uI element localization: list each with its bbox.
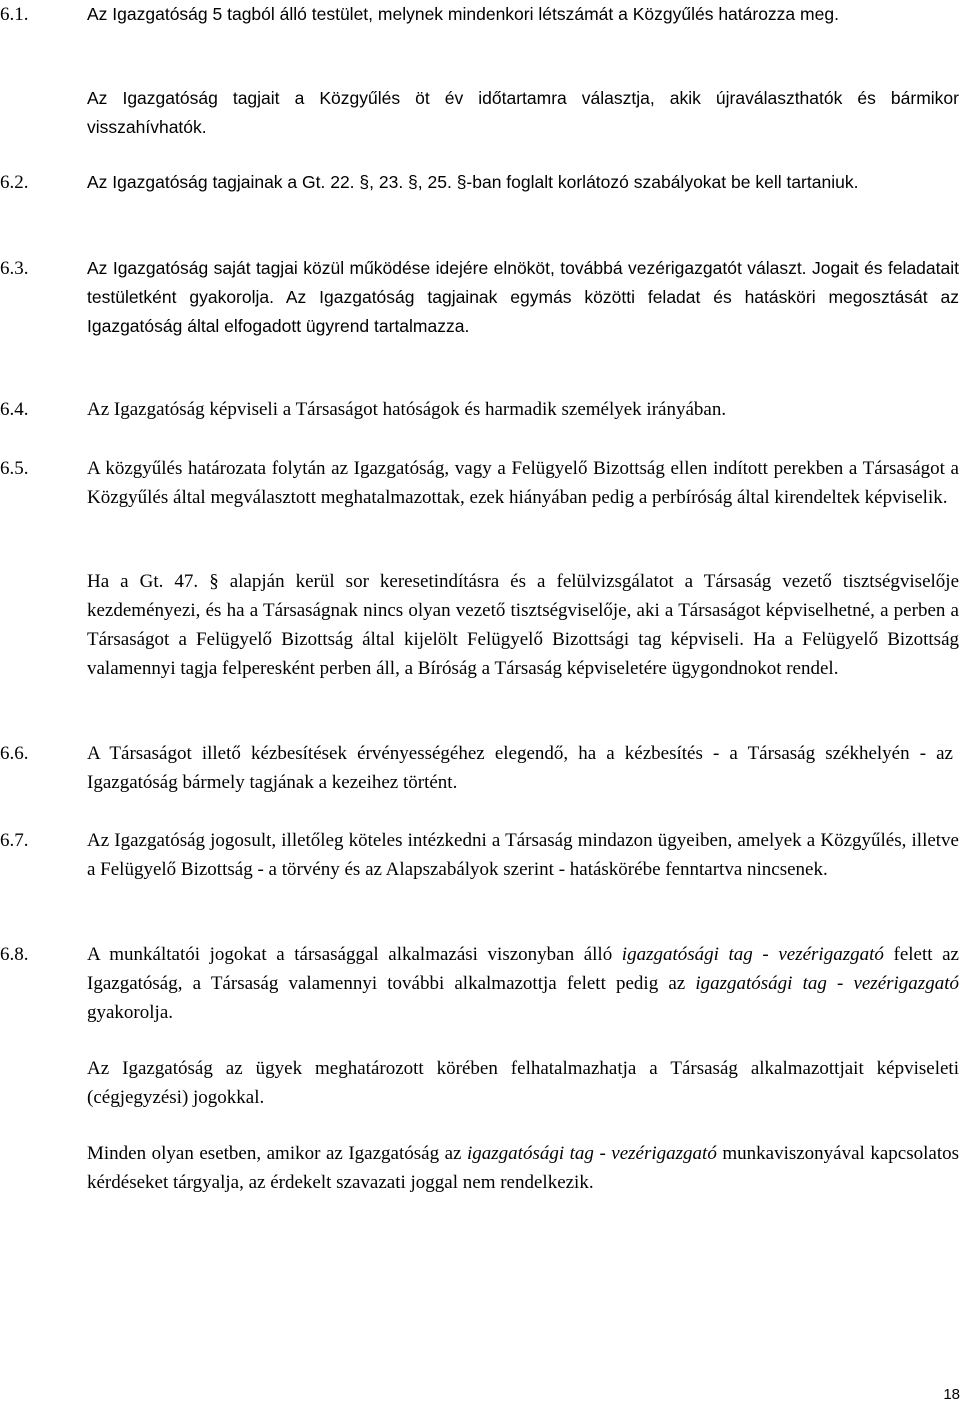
section-6-5-paragraph-1: A közgyűlés határozata folytán az Igazgatóság, vagy a Felügyelő Bizottság ellen indított perekben a Társaságot a Közgyűlés által megválasztott meghatalmazottak, ezek hiányában pedig a perbíróság által kirendeltek képviselik. <box>87 458 959 508</box>
section-6-5-paragraph-2: Ha a Gt. 47. § alapján kerül sor keresetindításra és a felülvizsgálatot a Társaság vezető tisztségviselője kezdeményezi, és ha a Társaságnak nincs olyan vezető tisztségviselője, aki a Társaságot képviselhetné, a perben a Társaságot a Felügyelő Bizottság által kijelölt Felügyelő Bizottsági tag képviseli. Ha a Felügyelő Bizottság valamennyi tagja felperesként perben áll, a Bíróság a Társaság képviseletére ügygondnokot rendel. <box>87 571 959 679</box>
section-number-6-3: 6.3. <box>0 258 29 279</box>
section-number-6-8: 6.8. <box>0 944 29 965</box>
p1-text-b: felett az Igazgatóság, a Társaság valamennyi további alkalmazottja felett pedig az <box>87 944 959 994</box>
section-6-8-paragraph-3 <box>87 1139 959 1197</box>
p3-term: igazgatósági tag - vezérigazgató <box>467 1143 717 1164</box>
section-number-6-5: 6.5. <box>0 458 29 479</box>
section-6-2-text: Az Igazgatóság tagjainak a Gt. 22. §, 23. §, 25. §-ban foglalt korlátozó szabályokat be kell tartaniuk. <box>87 172 859 192</box>
p1-text-a: A munkáltatói jogokat a társasággal alkalmazási viszonyban álló <box>87 944 622 965</box>
section-6-6-text: A Társaságot illető kézbesítések érvényességéhez elegendő, ha a kézbesítés - a Társaság székhelyén - az Igazgatóság bármely tagjának a kezeihez történt. <box>87 743 953 793</box>
section-6-4-text: Az Igazgatóság képviseli a Társaságot hatóságok és harmadik személyek irányában. <box>87 399 727 420</box>
section-6-8-paragraph-2: Az Igazgatóság az ügyek meghatározott körében felhatalmazhatja a Társaság alkalmazottjait képviseleti (cégjegyzési) jogokkal. <box>87 1058 959 1108</box>
p1-term-2: igazgatósági tag - vezérigazgató <box>695 973 959 994</box>
section-6-8-paragraph-1 <box>87 940 959 1027</box>
section-6-3-text: Az Igazgatóság saját tagjai közül működése idejére elnököt, továbbá vezérigazgatót választ. Jogait és feladatait testületként gyakorolja. Az Igazgatóság tagjainak egymás közötti feladat és hatásköri megosztását az Igazgatóság által elfogadott ügyrend tartalmazza. <box>87 258 959 336</box>
p1-text-c: gyakorolja. <box>87 1002 174 1023</box>
section-number-6-1: 6.1. <box>0 4 29 25</box>
page-number: 18 <box>943 1386 960 1403</box>
section-number-6-4: 6.4. <box>0 399 29 420</box>
p3-text-b: munkaviszonyával kapcsolatos kérdéseket tárgyalja, az érdekelt szavazati joggal nem rendelkezik. <box>87 1143 959 1193</box>
section-6-7-text: Az Igazgatóság jogosult, illetőleg köteles intézkedni a Társaság mindazon ügyeiben, amelyek a Közgyűlés, illetve a Felügyelő Bizottság - a törvény és az Alapszabályok szerint - hatáskörébe fenntartva nincsenek. <box>87 830 959 880</box>
section-number-6-2: 6.2. <box>0 172 29 193</box>
section-6-1-paragraph-2: Az Igazgatóság tagjait a Közgyűlés öt év időtartamra választja, akik újraválaszthatók és bármikor visszahívhatók. <box>87 88 959 137</box>
section-number-6-7: 6.7. <box>0 830 29 851</box>
section-number-6-6: 6.6. <box>0 743 29 764</box>
section-6-1-paragraph-1: Az Igazgatóság 5 tagból álló testület, melynek mindenkori létszámát a Közgyűlés határozza meg. <box>87 4 839 24</box>
p3-text-a: Minden olyan esetben, amikor az Igazgatóság az <box>87 1143 467 1164</box>
p1-term-1: igazgatósági tag - vezérigazgató <box>621 944 884 965</box>
